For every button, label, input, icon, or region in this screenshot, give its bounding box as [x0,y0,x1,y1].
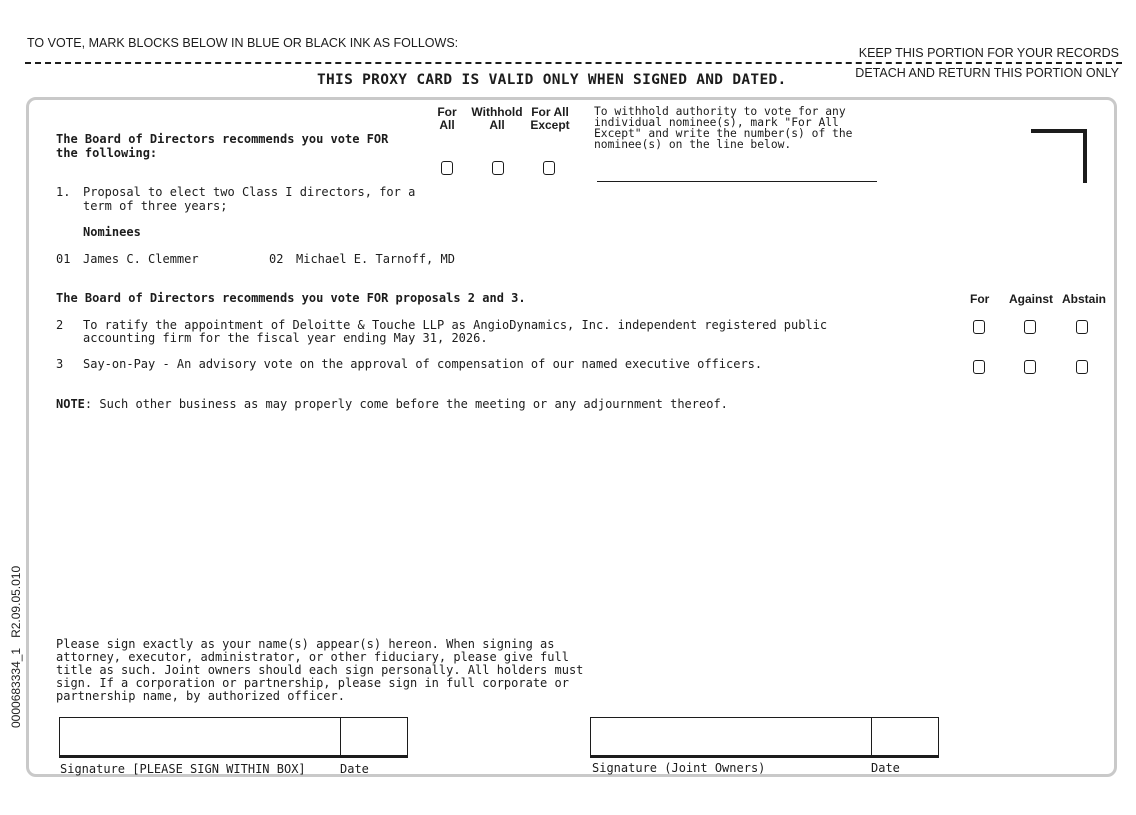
proposals-recommendation: The Board of Directors recommends you vote FOR proposals 2 and 3. [56,291,526,305]
valid-notice: THIS PROXY CARD IS VALID ONLY WHEN SIGNED AND DATED. [317,72,787,88]
proposal-2-abstain-checkbox[interactable] [1076,320,1088,334]
proposal-2-against-checkbox[interactable] [1024,320,1036,334]
checkbox-for-all-except[interactable] [543,161,555,175]
proposal-1-number: 1. [56,185,71,199]
checkbox-for-all[interactable] [441,161,453,175]
primary-date-label: Date [340,762,369,776]
proposal-2-line2: accounting firm for the fiscal year ending May 31, 2026. [83,331,488,345]
nominee-02-number: 02 [269,252,284,266]
withhold-instruction-line4: nominee(s) on the line below. [594,138,792,151]
col-header-for-all-except: For All Except [530,105,570,132]
signature-date-divider [340,718,341,755]
note-text: : Such other business as may properly come before the meeting or any adjournment thereof. [84,397,728,411]
joint-signature-box[interactable] [590,717,939,758]
directors-recommendation-line1: The Board of Directors recommends you vote FOR [56,132,389,146]
joint-signature-date-divider [871,718,872,755]
col-header-against: Against [1009,292,1054,306]
nominee-number-write-line[interactable] [597,181,877,182]
vote-instruction: TO VOTE, MARK BLOCKS BELOW IN BLUE OR BLACK INK AS FOLLOWS: [27,36,459,50]
proposal-2-number: 2 [56,318,64,332]
primary-signature-box[interactable] [59,717,408,758]
withhold-instruction-line3: Except" and write the number(s) of the [594,127,853,140]
corner-crop-mark [1031,129,1087,183]
proposal-3-number: 3 [56,357,64,371]
proposal-3-for-checkbox[interactable] [973,360,985,374]
joint-signature-label: Signature (Joint Owners) [592,761,766,775]
proposal-1-line2: term of three years; [83,199,228,213]
checkbox-withhold-all[interactable] [492,161,504,175]
keep-portion-label: KEEP THIS PORTION FOR YOUR RECORDS [858,46,1119,60]
proposal-3-abstain-checkbox[interactable] [1076,360,1088,374]
primary-signature-label: Signature [PLEASE SIGN WITHIN BOX] [60,762,306,776]
sign-instruction-line4: sign. If a corporation or partnership, please sign in full corporate or [56,676,569,690]
note [56,398,728,411]
sign-instruction-line5: partnership name, by authorized officer. [56,689,345,703]
nominee-02-name: Michael E. Tarnoff, MD [296,252,455,266]
detach-portion-label: DETACH AND RETURN THIS PORTION ONLY [855,66,1119,80]
withhold-instruction-line2: individual nominee(s), mark "For All [594,116,839,129]
proposal-3-against-checkbox[interactable] [1024,360,1036,374]
nominee-01-name: James C. Clemmer [83,252,199,266]
withhold-instruction-line1: To withhold authority to vote for any [594,105,846,118]
form-code: 0000683334_1 R2.09.05.010 [9,565,23,728]
col-header-abstain: Abstain [1062,292,1107,306]
nominees-heading: Nominees [83,225,141,239]
detach-dashed-line [25,62,1122,64]
joint-date-label: Date [871,761,900,775]
sign-instruction-line1: Please sign exactly as your name(s) appear(s) hereon. When signing as [56,637,555,651]
proposal-2-line1: To ratify the appointment of Deloitte & Touche LLP as AngioDynamics, Inc. independent registered public [83,318,828,332]
note-label: NOTE [56,397,85,411]
col-header-withhold-all: Withhold All [471,105,523,132]
sign-instruction-line2: attorney, executor, administrator, or other fiduciary, please give full [56,650,569,664]
col-header-for: For [970,292,990,306]
proposal-3-line1: Say-on-Pay - An advisory vote on the approval of compensation of our named executive officers. [83,357,763,371]
proposal-2-for-checkbox[interactable] [973,320,985,334]
col-header-for-all: For All [437,105,457,132]
nominee-01-number: 01 [56,252,71,266]
directors-recommendation-line2: the following: [56,146,158,160]
sign-instruction-line3: title as such. Joint owners should each sign personally. All holders must [56,663,584,677]
proposal-1-line1: Proposal to elect two Class I directors, for a [83,185,416,199]
